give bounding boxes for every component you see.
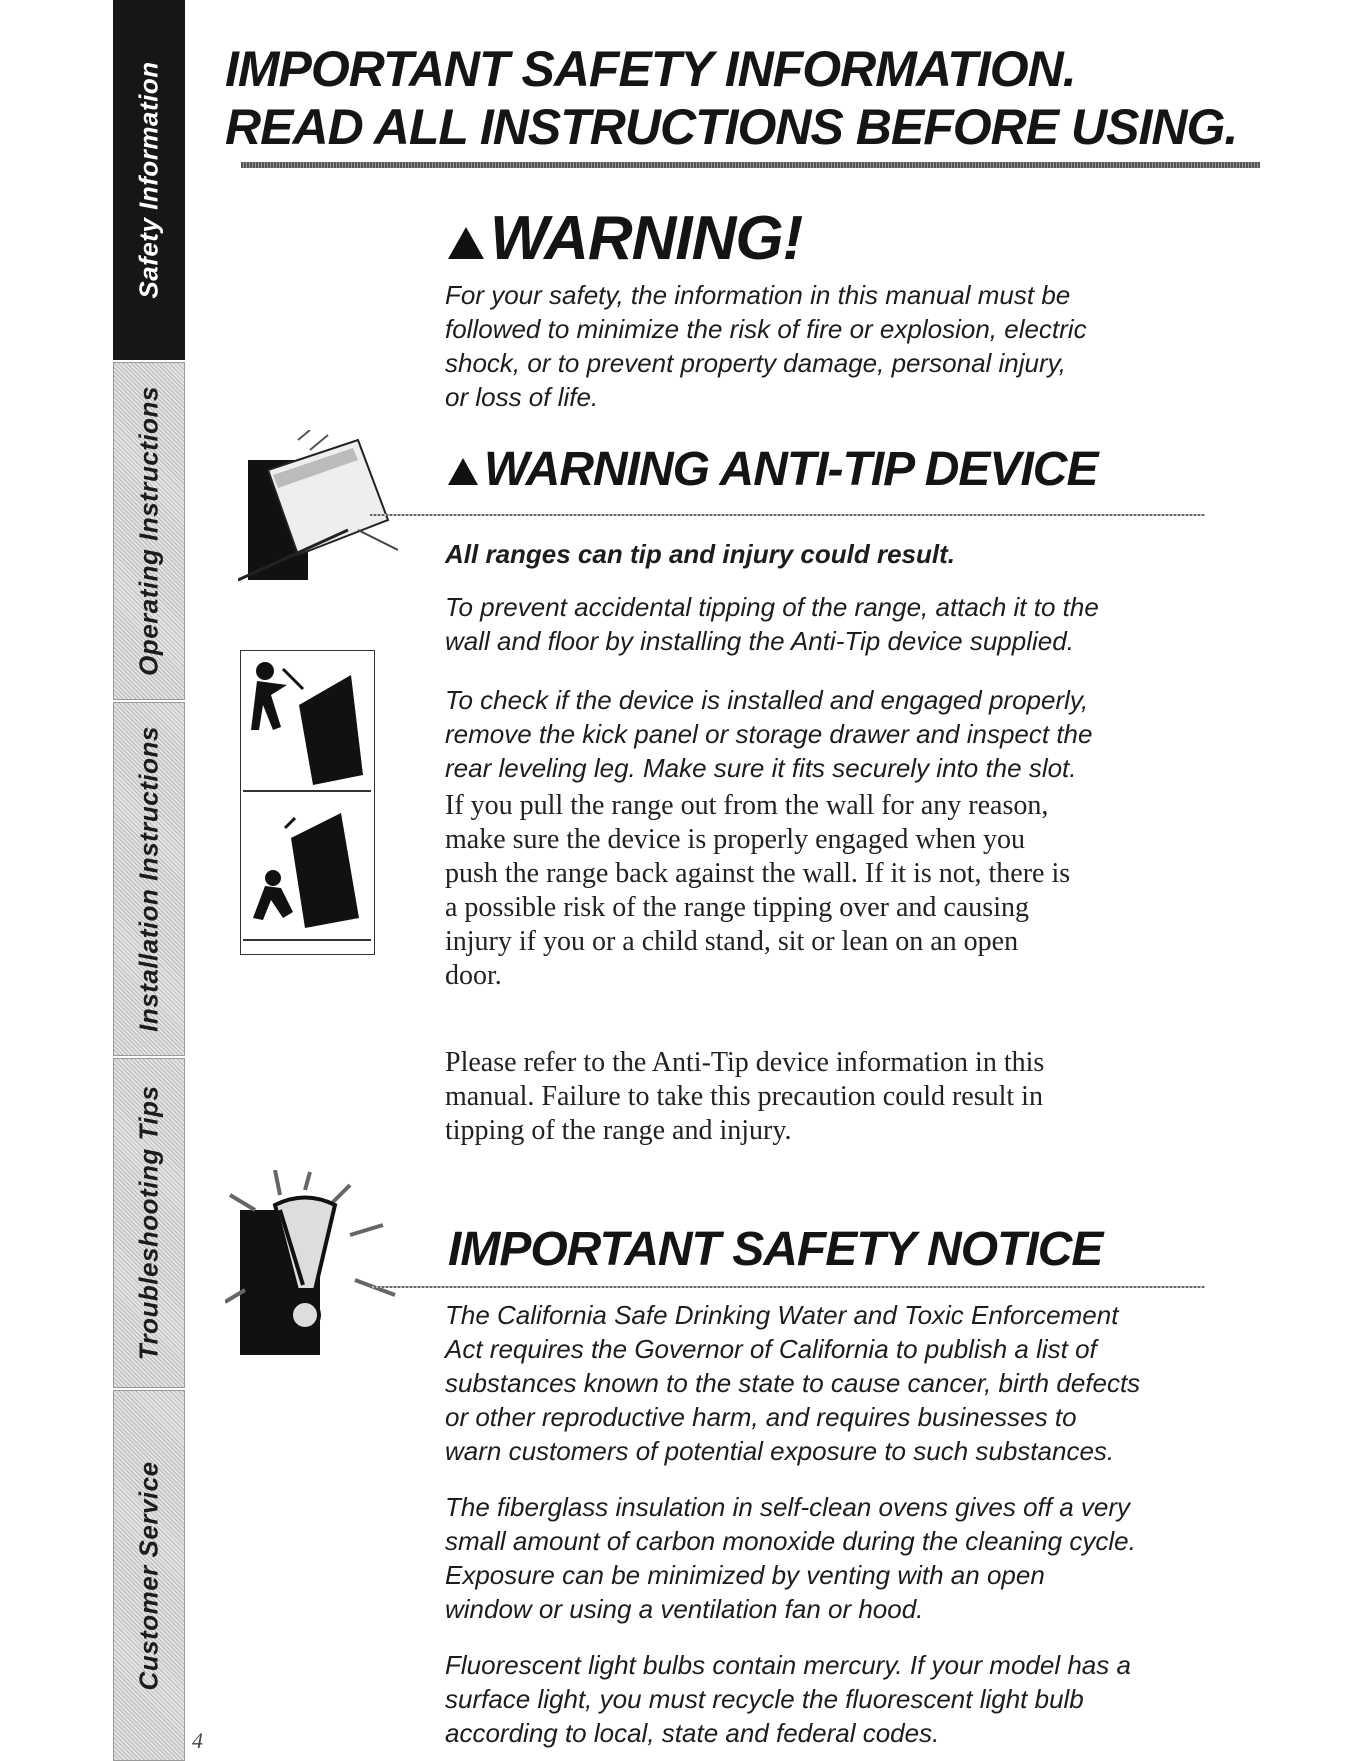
anti-tip-heading-rest: ANTI-TIP DEVICE xyxy=(719,443,1098,496)
tab-operating-instructions[interactable] xyxy=(113,362,185,700)
text-line: small amount of carbon monoxide during the cleaning cycle. xyxy=(445,1526,1136,1556)
text-line: push the range back against the wall. If it is not, there is xyxy=(445,858,1071,889)
tab-safety-information[interactable] xyxy=(113,0,185,360)
tab-label: Installation Instructions xyxy=(133,726,164,1032)
tab-label: Troubleshooting Tips xyxy=(133,1085,164,1361)
section-divider xyxy=(370,1286,1205,1288)
title-line-1: IMPORTANT SAFETY INFORMATION. xyxy=(225,41,1076,97)
safety-notice-heading: IMPORTANT SAFETY NOTICE xyxy=(448,1223,1103,1276)
page-title xyxy=(225,40,1260,156)
text-line: tipping of the range and injury. xyxy=(445,1115,792,1146)
page-number: 4 xyxy=(192,1728,203,1753)
range-tipping-illustration xyxy=(238,430,398,590)
text-line: make sure the device is properly engaged when you xyxy=(445,824,1026,855)
text-line: Please refer to the Anti-Tip device information in this xyxy=(445,1047,1045,1078)
text-line: or loss of life. xyxy=(445,382,599,412)
warning-triangle-icon xyxy=(448,458,478,485)
anti-tip-paragraph-4 xyxy=(445,1046,1044,1148)
warning-text xyxy=(445,278,1087,414)
text-line: For your safety, the information in this manual must be xyxy=(445,280,1071,310)
anti-tip-paragraph-1 xyxy=(445,590,1099,658)
text-line: surface light, you must recycle the fluorescent light bulb xyxy=(445,1684,1084,1714)
text-line: To prevent accidental tipping of the range, attach it to the xyxy=(445,592,1099,622)
text-line: window or using a ventilation fan or hood. xyxy=(445,1594,924,1624)
title-divider xyxy=(241,162,1260,168)
tab-label: Customer Service xyxy=(133,1460,164,1691)
text-line: warn customers of potential exposure to such substances. xyxy=(445,1436,1115,1466)
text-line: shock, or to prevent property damage, personal injury, xyxy=(445,348,1066,378)
text-line: To check if the device is installed and engaged properly, xyxy=(445,685,1089,715)
text-line: Exposure can be minimized by venting with an open xyxy=(445,1560,1045,1590)
text-line: door. xyxy=(445,960,502,991)
anti-tip-heading xyxy=(448,442,1097,498)
anti-tip-subheading: All ranges can tip and injury could result. xyxy=(445,539,955,569)
tab-customer-service[interactable] xyxy=(113,1390,185,1761)
safety-notice-paragraph-2 xyxy=(445,1490,1136,1626)
text-line: wall and floor by installing the Anti-Tip device supplied. xyxy=(445,626,1074,656)
text-line: injury if you or a child stand, sit or lean on an open xyxy=(445,926,1019,957)
section-tabs xyxy=(113,0,185,1761)
text-line: manual. Failure to take this precaution could result in xyxy=(445,1081,1043,1112)
text-line: rear leveling leg. Make sure it fits securely into the slot. xyxy=(445,753,1077,783)
exclamation-burst-illustration xyxy=(225,1170,405,1360)
text-line: Act requires the Governor of California to publish a list of xyxy=(445,1334,1097,1364)
text-line: If you pull the range out from the wall for any reason, xyxy=(445,790,1049,821)
anti-tip-heading-bold: WARNING xyxy=(484,443,709,496)
text-line: according to local, state and federal codes. xyxy=(445,1718,940,1748)
text-line: Fluorescent light bulbs contain mercury. If your model has a xyxy=(445,1650,1131,1680)
text-line: substances known to the state to cause cancer, birth defects xyxy=(445,1368,1141,1398)
safety-notice-paragraph-1 xyxy=(445,1298,1140,1468)
text-line: The California Safe Drinking Water and Toxic Enforcement xyxy=(445,1300,1119,1330)
tab-label: Operating Instructions xyxy=(133,386,164,676)
text-line: remove the kick panel or storage drawer and inspect the xyxy=(445,719,1093,749)
child-climbing-door-illustration xyxy=(243,655,371,795)
text-line: a possible risk of the range tipping over and causing xyxy=(445,892,1029,923)
anti-tip-paragraph-2 xyxy=(445,683,1092,785)
warning-triangle-icon xyxy=(448,227,484,259)
text-line: The fiberglass insulation in self-clean ovens gives off a very xyxy=(445,1492,1131,1522)
text-line: or other reproductive harm, and requires businesses to xyxy=(445,1402,1077,1432)
safety-notice-paragraph-3 xyxy=(445,1648,1131,1750)
title-line-2: READ ALL INSTRUCTIONS BEFORE USING. xyxy=(225,99,1238,155)
tab-label: Safety Information xyxy=(133,61,164,299)
text-line: followed to minimize the risk of fire or explosion, electric xyxy=(445,314,1087,344)
anti-tip-paragraph-3 xyxy=(445,789,1070,993)
tab-installation-instructions[interactable] xyxy=(113,702,185,1056)
tab-troubleshooting-tips[interactable] xyxy=(113,1058,185,1388)
child-sitting-door-illustration xyxy=(243,808,371,948)
warning-heading-text: WARNING! xyxy=(490,204,803,273)
section-divider xyxy=(370,514,1205,516)
warning-heading xyxy=(448,204,802,274)
